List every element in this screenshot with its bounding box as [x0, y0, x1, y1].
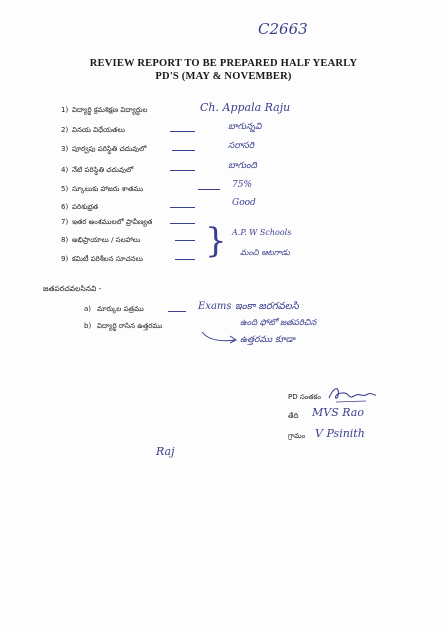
- village-value: V Psinith: [315, 427, 365, 440]
- sub-b-text: విద్యార్థి రాసిన ఉత్తరము: [97, 322, 163, 330]
- item-3-number: 3): [61, 145, 69, 153]
- item-6-number: 6): [61, 203, 69, 211]
- item-8-number: 8): [61, 236, 69, 244]
- initials-mark: Raj: [156, 445, 175, 458]
- date-value: MVS Rao: [312, 406, 364, 419]
- sub-b-answer-line1: ఉంది ఫోటో జతపరిచిన: [240, 318, 317, 328]
- item-5-answer: 75%: [232, 180, 253, 190]
- pd-signature: [326, 384, 378, 406]
- report-title-line1: REVIEW REPORT TO BE PREPARED HALF YEARLY: [89, 58, 358, 69]
- item-7-label: ఇతర అంశములలో ప్రావీణ్యత: [72, 218, 153, 226]
- item-7-dash: [170, 223, 195, 224]
- item-3-answer: సరాసరి: [228, 141, 255, 151]
- sub-a-letter: a): [84, 305, 92, 313]
- item-9-label: కమిటీ పరిశీలన సూచనలు: [72, 255, 143, 263]
- item-5-number: 5): [61, 185, 69, 193]
- sub-a-answer: Exams ఇంకా జరగవలసి: [198, 301, 299, 312]
- item-1-answer: Ch. Appala Raju: [200, 101, 291, 114]
- arrow-icon: [200, 330, 240, 344]
- item-9-number: 9): [61, 255, 69, 263]
- sub-b-letter: b): [84, 322, 92, 330]
- report-title-line2: PD'S (MAY & NOVEMBER): [155, 71, 292, 82]
- file-code-number: C2663: [258, 20, 308, 38]
- pd-signature-label: PD సంతకం: [288, 393, 321, 401]
- sub-b-answer-line2: ఉత్తరము కూడా: [240, 335, 295, 345]
- item-3-dash: [172, 150, 195, 151]
- item-6-dash: [170, 207, 195, 208]
- item-2-number: 2): [61, 126, 69, 134]
- date-label: తేది: [288, 412, 299, 420]
- item-3-label: పూర్వపు పరిస్థితి చదువులో: [72, 145, 147, 153]
- brace-answer-line1: A.P. W Schools: [232, 228, 292, 237]
- item-1-label: విద్యార్థి క్రమశిక్షణ విద్యార్థుల: [72, 106, 148, 114]
- item-2-label: వినయ విధేయతలు: [72, 126, 125, 134]
- item-4-dash: [170, 170, 195, 171]
- item-4-answer: బాగుంది: [228, 161, 257, 171]
- sub-a-dash: [168, 311, 186, 312]
- item-1-number: 1): [61, 106, 69, 114]
- item-2-dash: [170, 131, 195, 132]
- item-5-label: స్కూలుకు హాజరు శాతము: [72, 185, 144, 193]
- section-heading: జతపరచవలసినవి -: [43, 284, 102, 293]
- item-4-number: 4): [61, 166, 69, 174]
- item-7-number: 7): [61, 218, 69, 226]
- village-label: గ్రామం: [288, 432, 306, 440]
- item-8-label: అభిప్రాయాలు / సలహాలు: [72, 236, 141, 244]
- item-6-label: పరిశుభ్రత: [72, 203, 99, 211]
- item-6-answer: Good: [232, 198, 256, 208]
- item-4-label: నేటి పరిస్థితి చదువులో: [72, 166, 134, 174]
- item-9-dash: [175, 259, 195, 260]
- brace-answer-line2: మంచి ఆటగాడు: [240, 248, 290, 257]
- brace-mark: }: [205, 221, 227, 261]
- item-2-answer: బాగున్నవి: [228, 122, 262, 132]
- item-5-dash: [198, 189, 220, 190]
- item-8-dash: [175, 240, 195, 241]
- sub-a-text: మార్కుల పత్రము: [97, 305, 144, 313]
